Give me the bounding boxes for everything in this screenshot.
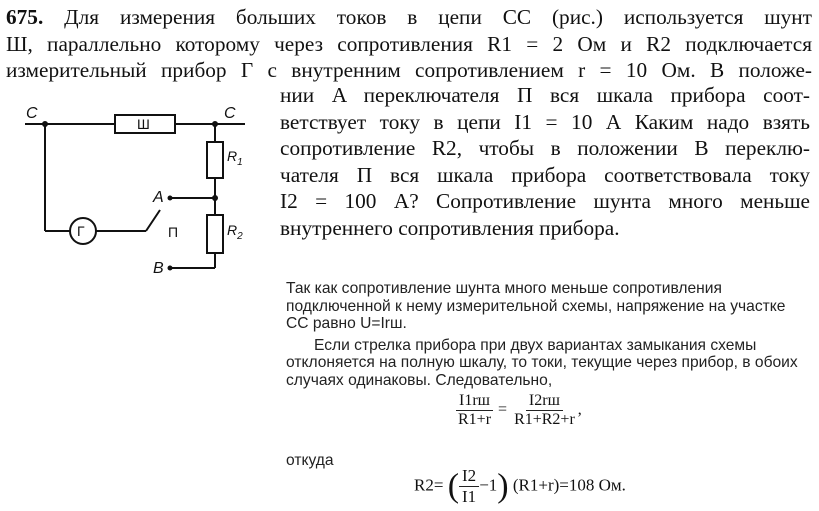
formula-equals: = — [498, 401, 508, 419]
formula-comma: , — [577, 401, 582, 419]
solution-paragraph-2: Если стрелка прибора при двух вариантах замыкания схемы отклоняется на полную шкалу, то токи, текущие через прибор, в обоих случаях одинаковы. Следовательно, — [286, 336, 798, 389]
terminal-b — [168, 266, 173, 271]
problem-line-3: измерительный прибор Г с внутренним сопротивлением r = 10 Ом. В положе- — [6, 58, 812, 82]
formula-result-minus: −1 — [479, 475, 498, 495]
problem-line-1 — [6, 4, 812, 31]
resistor-r1 — [207, 142, 223, 178]
terminal-a — [168, 196, 173, 201]
problem-number: 675. — [6, 5, 44, 29]
r2-label: $R_2$ — [227, 222, 243, 242]
formula-right-numerator: I2rш — [526, 392, 563, 411]
label-c-left: C — [26, 105, 38, 122]
problem-line-4: нии A переключателя П вся шкала прибора соот- — [280, 83, 810, 107]
problem-line-8: I2 = 100 А? Сопротивление шунта много меньше — [280, 189, 810, 213]
formula-result-rest: (R1+r)=108 Ом. — [512, 475, 626, 495]
solution-paragraph-1: Так как сопротивление шунта много меньше сопротивления подключенной к нему измерительной схемы, напряжение на участке CC равно U=Irш. — [286, 280, 786, 332]
formula-result-denominator: I1 — [462, 487, 477, 506]
problem-line-9: внутреннего сопротивления прибора. — [280, 215, 620, 240]
formula-right-fraction — [511, 392, 578, 429]
solution-text — [286, 280, 806, 389]
problem-text-indented — [280, 82, 810, 241]
problem-line-5: ветствует току в цепи I1 = 10 А Каким надо взять — [280, 109, 810, 134]
r1-label: $R_1$ — [227, 148, 243, 168]
label-c-right: C — [224, 105, 236, 122]
formula-equality — [455, 392, 582, 429]
open-paren: ( — [447, 467, 460, 505]
problem-line-2: Ш, параллельно которому через сопротивления R1 = 2 Ом и R2 подключается — [6, 31, 812, 56]
formula-right-denominator: R1+R2+r — [514, 411, 575, 428]
node-a — [212, 195, 218, 201]
problem-text — [6, 4, 812, 84]
formula-left-fraction — [455, 392, 494, 429]
problem-line-6: сопротивление R2, чтобы в положении B переклю- — [280, 136, 810, 160]
switch-blade — [146, 210, 160, 231]
formula-result-lhs: R2= — [414, 475, 444, 495]
formula-left-denominator: R1+r — [458, 411, 492, 428]
resistor-r2 — [207, 215, 223, 253]
close-paren: ) — [497, 467, 509, 505]
switch-label: П — [168, 224, 179, 240]
label-a: A — [153, 189, 164, 206]
gauge-label: Г — [77, 223, 85, 239]
formula-result — [414, 466, 626, 507]
shunt-label: Ш — [137, 116, 150, 132]
node-top-right — [212, 121, 218, 127]
circuit-diagram — [20, 104, 270, 284]
node-top-left — [42, 121, 48, 127]
label-b: B — [153, 260, 164, 277]
formula-result-numerator: I2 — [459, 466, 479, 487]
formula-left-numerator: I1rш — [456, 392, 493, 411]
formula-result-fraction — [459, 466, 479, 507]
problem-line-1-text: Для измерения больших токов в цепи CC (рис.) используется шунт — [64, 5, 812, 29]
problem-line-7: чателя П вся шкала прибора соответствовала току — [280, 162, 810, 187]
otkuda-label: откуда — [286, 452, 334, 469]
